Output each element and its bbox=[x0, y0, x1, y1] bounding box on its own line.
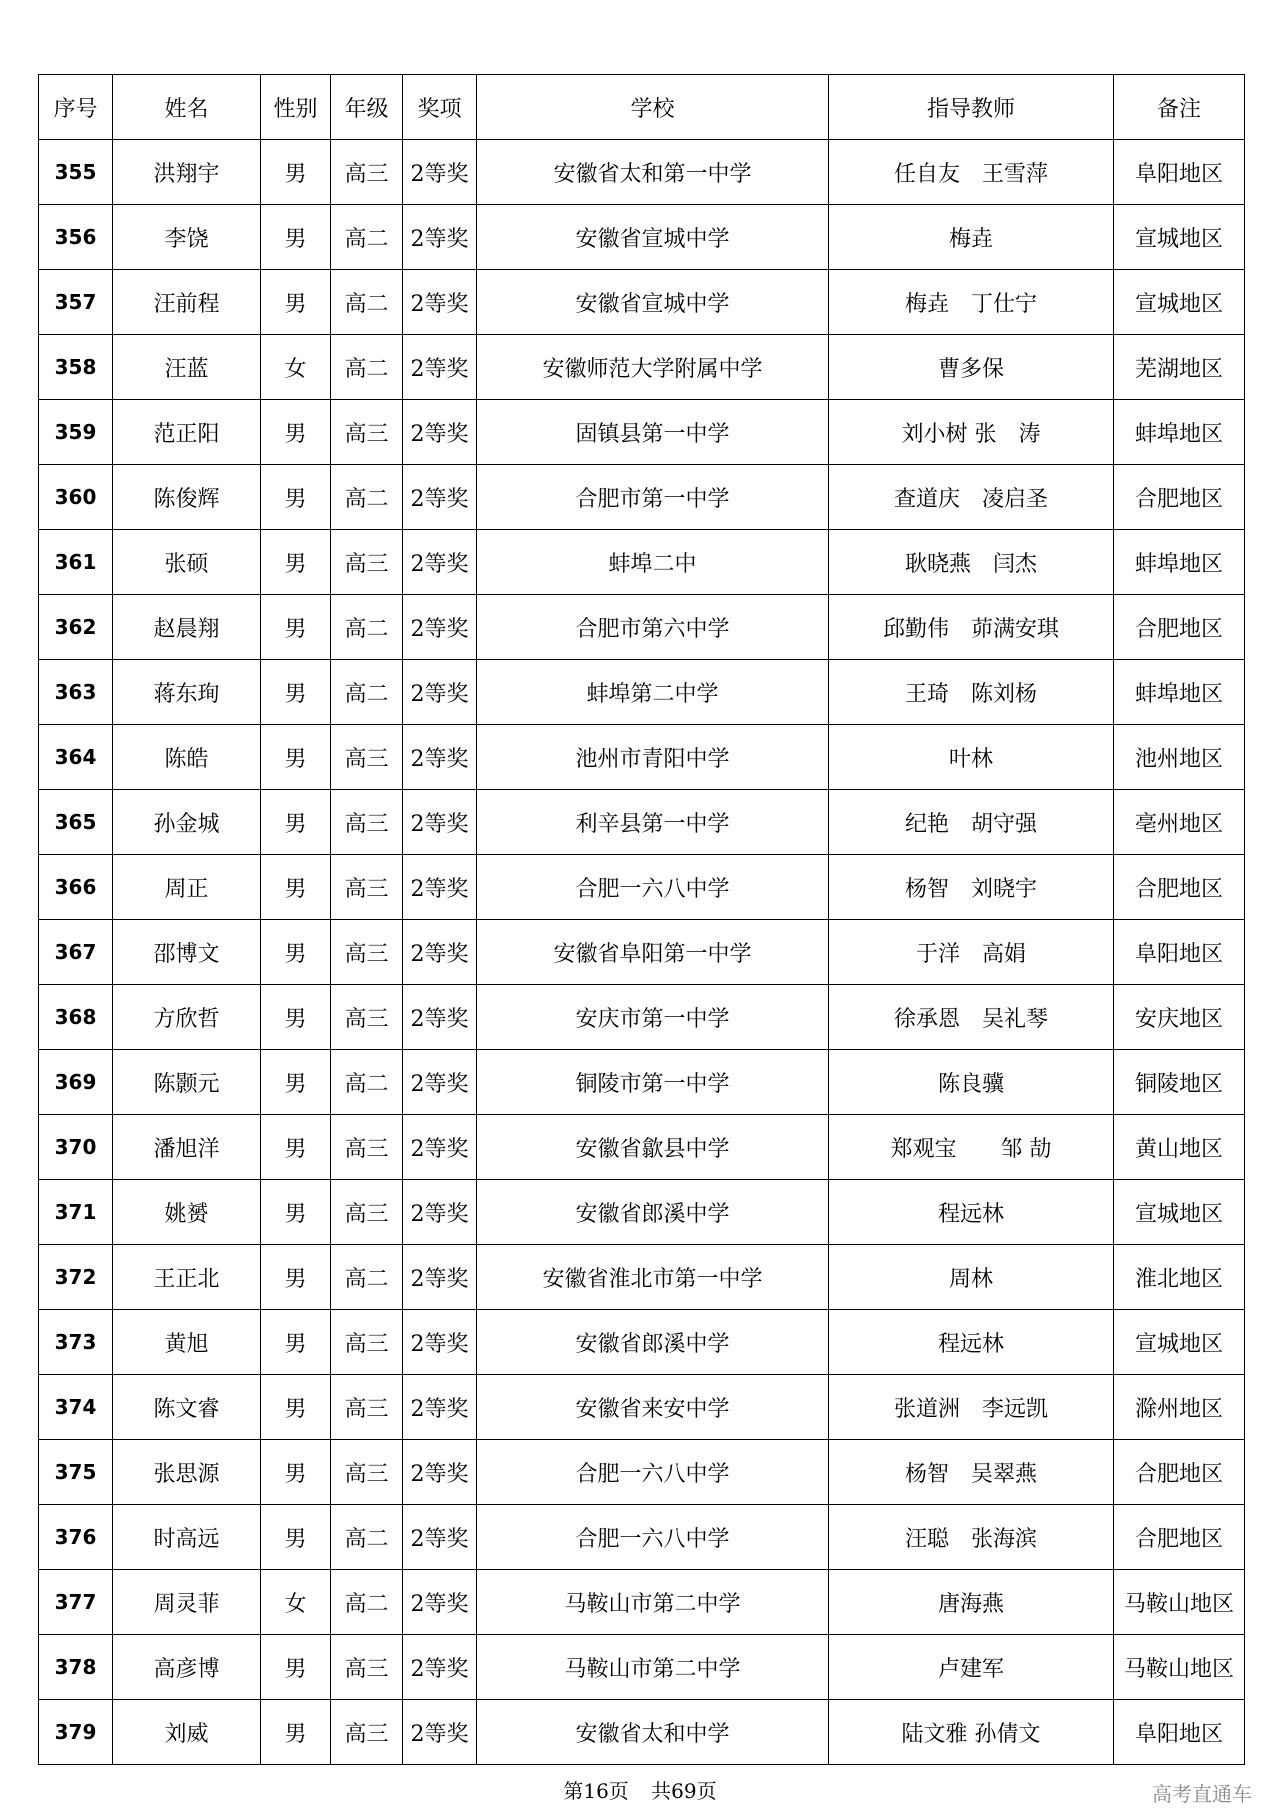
cell-award: 2等奖 bbox=[403, 1245, 477, 1310]
cell-teacher: 纪艳 胡守强 bbox=[829, 790, 1114, 855]
cell-serial: 355 bbox=[39, 140, 113, 205]
cell-gender: 男 bbox=[261, 595, 331, 660]
table-row bbox=[39, 1700, 1245, 1765]
cell-school: 固镇县第一中学 bbox=[477, 400, 829, 465]
cell-region: 合肥地区 bbox=[1114, 1440, 1245, 1505]
cell-gender: 男 bbox=[261, 1310, 331, 1375]
cell-name: 赵晨翔 bbox=[113, 595, 261, 660]
cell-region: 阜阳地区 bbox=[1114, 1700, 1245, 1765]
cell-school: 合肥市第六中学 bbox=[477, 595, 829, 660]
cell-name: 洪翔宇 bbox=[113, 140, 261, 205]
cell-school: 铜陵市第一中学 bbox=[477, 1050, 829, 1115]
cell-region: 蚌埠地区 bbox=[1114, 400, 1245, 465]
cell-award: 2等奖 bbox=[403, 1505, 477, 1570]
cell-award: 2等奖 bbox=[403, 1050, 477, 1115]
cell-teacher: 邱勤伟 茆满安琪 bbox=[829, 595, 1114, 660]
cell-name: 汪蓝 bbox=[113, 335, 261, 400]
cell-serial: 377 bbox=[39, 1570, 113, 1635]
cell-grade: 高二 bbox=[331, 205, 403, 270]
cell-name: 汪前程 bbox=[113, 270, 261, 335]
cell-teacher: 杨智 吴翠燕 bbox=[829, 1440, 1114, 1505]
cell-region: 亳州地区 bbox=[1114, 790, 1245, 855]
table-row bbox=[39, 465, 1245, 530]
cell-grade: 高三 bbox=[331, 400, 403, 465]
cell-region: 黄山地区 bbox=[1114, 1115, 1245, 1180]
cell-teacher: 于洋 高娟 bbox=[829, 920, 1114, 985]
cell-grade: 高三 bbox=[331, 1440, 403, 1505]
cell-region: 芜湖地区 bbox=[1114, 335, 1245, 400]
cell-grade: 高二 bbox=[331, 270, 403, 335]
cell-award: 2等奖 bbox=[403, 1440, 477, 1505]
cell-gender: 男 bbox=[261, 790, 331, 855]
cell-grade: 高二 bbox=[331, 660, 403, 725]
cell-grade: 高三 bbox=[331, 140, 403, 205]
cell-award: 2等奖 bbox=[403, 920, 477, 985]
cell-serial: 376 bbox=[39, 1505, 113, 1570]
cell-grade: 高三 bbox=[331, 1700, 403, 1765]
cell-teacher: 梅垚 丁仕宁 bbox=[829, 270, 1114, 335]
table-header-row bbox=[39, 75, 1245, 140]
cell-gender: 男 bbox=[261, 140, 331, 205]
cell-gender: 男 bbox=[261, 1375, 331, 1440]
page-total: 共69页 bbox=[651, 1779, 717, 1803]
cell-award: 2等奖 bbox=[403, 725, 477, 790]
cell-grade: 高三 bbox=[331, 1115, 403, 1180]
table-row bbox=[39, 1050, 1245, 1115]
cell-gender: 男 bbox=[261, 530, 331, 595]
cell-grade: 高三 bbox=[331, 1375, 403, 1440]
cell-region: 滁州地区 bbox=[1114, 1375, 1245, 1440]
cell-name: 黄旭 bbox=[113, 1310, 261, 1375]
table-row bbox=[39, 660, 1245, 725]
cell-name: 周灵菲 bbox=[113, 1570, 261, 1635]
cell-award: 2等奖 bbox=[403, 1700, 477, 1765]
cell-school: 合肥一六八中学 bbox=[477, 855, 829, 920]
cell-name: 蒋东珣 bbox=[113, 660, 261, 725]
cell-teacher: 程远林 bbox=[829, 1180, 1114, 1245]
cell-award: 2等奖 bbox=[403, 595, 477, 660]
cell-award: 2等奖 bbox=[403, 1310, 477, 1375]
cell-serial: 369 bbox=[39, 1050, 113, 1115]
cell-grade: 高二 bbox=[331, 1245, 403, 1310]
cell-award: 2等奖 bbox=[403, 1570, 477, 1635]
cell-region: 宣城地区 bbox=[1114, 205, 1245, 270]
cell-serial: 373 bbox=[39, 1310, 113, 1375]
cell-gender: 男 bbox=[261, 465, 331, 530]
cell-region: 合肥地区 bbox=[1114, 1505, 1245, 1570]
cell-gender: 男 bbox=[261, 270, 331, 335]
table-row bbox=[39, 920, 1245, 985]
cell-gender: 女 bbox=[261, 1570, 331, 1635]
cell-school: 安徽省阜阳第一中学 bbox=[477, 920, 829, 985]
cell-teacher: 王琦 陈刘杨 bbox=[829, 660, 1114, 725]
cell-teacher: 刘小树 张 涛 bbox=[829, 400, 1114, 465]
table-row bbox=[39, 270, 1245, 335]
cell-serial: 365 bbox=[39, 790, 113, 855]
table-row bbox=[39, 530, 1245, 595]
cell-school: 安徽省来安中学 bbox=[477, 1375, 829, 1440]
cell-teacher: 周林 bbox=[829, 1245, 1114, 1310]
cell-grade: 高三 bbox=[331, 920, 403, 985]
cell-teacher: 曹多保 bbox=[829, 335, 1114, 400]
cell-serial: 367 bbox=[39, 920, 113, 985]
cell-teacher: 陈良骥 bbox=[829, 1050, 1114, 1115]
cell-grade: 高二 bbox=[331, 1050, 403, 1115]
cell-award: 2等奖 bbox=[403, 855, 477, 920]
cell-region: 合肥地区 bbox=[1114, 465, 1245, 530]
cell-award: 2等奖 bbox=[403, 790, 477, 855]
cell-region: 马鞍山地区 bbox=[1114, 1635, 1245, 1700]
cell-gender: 男 bbox=[261, 1115, 331, 1180]
cell-award: 2等奖 bbox=[403, 1375, 477, 1440]
cell-teacher: 任自友 王雪萍 bbox=[829, 140, 1114, 205]
cell-teacher: 卢建军 bbox=[829, 1635, 1114, 1700]
cell-gender: 男 bbox=[261, 660, 331, 725]
table-row bbox=[39, 1570, 1245, 1635]
cell-gender: 男 bbox=[261, 1180, 331, 1245]
cell-school: 马鞍山市第二中学 bbox=[477, 1570, 829, 1635]
cell-name: 邵博文 bbox=[113, 920, 261, 985]
cell-region: 合肥地区 bbox=[1114, 595, 1245, 660]
cell-name: 高彦博 bbox=[113, 1635, 261, 1700]
cell-grade: 高三 bbox=[331, 1180, 403, 1245]
cell-serial: 362 bbox=[39, 595, 113, 660]
cell-award: 2等奖 bbox=[403, 400, 477, 465]
cell-award: 2等奖 bbox=[403, 530, 477, 595]
table-row bbox=[39, 205, 1245, 270]
cell-teacher: 杨智 刘晓宇 bbox=[829, 855, 1114, 920]
cell-region: 合肥地区 bbox=[1114, 855, 1245, 920]
cell-award: 2等奖 bbox=[403, 1635, 477, 1700]
cell-gender: 男 bbox=[261, 1700, 331, 1765]
cell-teacher: 陆文雅 孙倩文 bbox=[829, 1700, 1114, 1765]
cell-serial: 358 bbox=[39, 335, 113, 400]
cell-region: 安庆地区 bbox=[1114, 985, 1245, 1050]
cell-gender: 男 bbox=[261, 855, 331, 920]
cell-school: 安徽省郎溪中学 bbox=[477, 1180, 829, 1245]
cell-school: 蚌埠二中 bbox=[477, 530, 829, 595]
cell-region: 阜阳地区 bbox=[1114, 140, 1245, 205]
cell-region: 蚌埠地区 bbox=[1114, 530, 1245, 595]
cell-name: 时高远 bbox=[113, 1505, 261, 1570]
column-header: 序号 bbox=[39, 75, 113, 140]
awards-table bbox=[38, 74, 1245, 1765]
cell-grade: 高三 bbox=[331, 1310, 403, 1375]
cell-grade: 高二 bbox=[331, 595, 403, 660]
cell-school: 马鞍山市第二中学 bbox=[477, 1635, 829, 1700]
cell-name: 姚赟 bbox=[113, 1180, 261, 1245]
cell-grade: 高三 bbox=[331, 985, 403, 1050]
cell-name: 陈俊辉 bbox=[113, 465, 261, 530]
cell-name: 李饶 bbox=[113, 205, 261, 270]
column-header: 学校 bbox=[477, 75, 829, 140]
table-body bbox=[39, 140, 1245, 1765]
cell-grade: 高三 bbox=[331, 725, 403, 790]
cell-serial: 366 bbox=[39, 855, 113, 920]
cell-region: 铜陵地区 bbox=[1114, 1050, 1245, 1115]
cell-school: 合肥市第一中学 bbox=[477, 465, 829, 530]
cell-award: 2等奖 bbox=[403, 465, 477, 530]
cell-name: 刘威 bbox=[113, 1700, 261, 1765]
cell-serial: 370 bbox=[39, 1115, 113, 1180]
cell-serial: 368 bbox=[39, 985, 113, 1050]
cell-name: 方欣哲 bbox=[113, 985, 261, 1050]
column-header: 性别 bbox=[261, 75, 331, 140]
cell-school: 安徽省宣城中学 bbox=[477, 205, 829, 270]
cell-award: 2等奖 bbox=[403, 205, 477, 270]
cell-teacher: 耿晓燕 闫杰 bbox=[829, 530, 1114, 595]
watermark-text: 高考直通车 bbox=[1152, 1782, 1252, 1806]
cell-school: 安徽师范大学附属中学 bbox=[477, 335, 829, 400]
page-number: 第16页 bbox=[563, 1779, 629, 1803]
cell-school: 安庆市第一中学 bbox=[477, 985, 829, 1050]
cell-name: 潘旭洋 bbox=[113, 1115, 261, 1180]
cell-grade: 高二 bbox=[331, 1505, 403, 1570]
column-header: 姓名 bbox=[113, 75, 261, 140]
table-row bbox=[39, 1310, 1245, 1375]
cell-grade: 高三 bbox=[331, 1635, 403, 1700]
cell-award: 2等奖 bbox=[403, 140, 477, 205]
cell-name: 范正阳 bbox=[113, 400, 261, 465]
cell-grade: 高二 bbox=[331, 465, 403, 530]
table-row bbox=[39, 1635, 1245, 1700]
cell-award: 2等奖 bbox=[403, 985, 477, 1050]
cell-grade: 高三 bbox=[331, 530, 403, 595]
table-row bbox=[39, 595, 1245, 660]
cell-gender: 女 bbox=[261, 335, 331, 400]
cell-teacher: 徐承恩 吴礼琴 bbox=[829, 985, 1114, 1050]
cell-school: 合肥一六八中学 bbox=[477, 1505, 829, 1570]
cell-school: 安徽省歙县中学 bbox=[477, 1115, 829, 1180]
cell-school: 安徽省淮北市第一中学 bbox=[477, 1245, 829, 1310]
cell-region: 蚌埠地区 bbox=[1114, 660, 1245, 725]
page-footer bbox=[0, 1775, 1280, 1804]
cell-region: 宣城地区 bbox=[1114, 1310, 1245, 1375]
cell-name: 陈颢元 bbox=[113, 1050, 261, 1115]
cell-gender: 男 bbox=[261, 1245, 331, 1310]
cell-award: 2等奖 bbox=[403, 660, 477, 725]
column-header: 年级 bbox=[331, 75, 403, 140]
cell-school: 合肥一六八中学 bbox=[477, 1440, 829, 1505]
cell-teacher: 郑观宝 邹 劼 bbox=[829, 1115, 1114, 1180]
cell-region: 马鞍山地区 bbox=[1114, 1570, 1245, 1635]
cell-teacher: 唐海燕 bbox=[829, 1570, 1114, 1635]
table-row bbox=[39, 855, 1245, 920]
cell-name: 周正 bbox=[113, 855, 261, 920]
cell-gender: 男 bbox=[261, 1050, 331, 1115]
cell-region: 淮北地区 bbox=[1114, 1245, 1245, 1310]
cell-school: 利辛县第一中学 bbox=[477, 790, 829, 855]
cell-serial: 371 bbox=[39, 1180, 113, 1245]
table-row bbox=[39, 1505, 1245, 1570]
cell-region: 池州地区 bbox=[1114, 725, 1245, 790]
cell-school: 池州市青阳中学 bbox=[477, 725, 829, 790]
cell-school: 安徽省郎溪中学 bbox=[477, 1310, 829, 1375]
table-row bbox=[39, 1180, 1245, 1245]
cell-gender: 男 bbox=[261, 400, 331, 465]
cell-award: 2等奖 bbox=[403, 1180, 477, 1245]
cell-grade: 高三 bbox=[331, 790, 403, 855]
cell-school: 安徽省太和中学 bbox=[477, 1700, 829, 1765]
table-row bbox=[39, 400, 1245, 465]
cell-teacher: 梅垚 bbox=[829, 205, 1114, 270]
cell-name: 张硕 bbox=[113, 530, 261, 595]
cell-serial: 360 bbox=[39, 465, 113, 530]
cell-serial: 364 bbox=[39, 725, 113, 790]
table-row bbox=[39, 790, 1245, 855]
cell-name: 王正北 bbox=[113, 1245, 261, 1310]
column-header: 奖项 bbox=[403, 75, 477, 140]
cell-name: 陈文睿 bbox=[113, 1375, 261, 1440]
cell-region: 阜阳地区 bbox=[1114, 920, 1245, 985]
cell-gender: 男 bbox=[261, 725, 331, 790]
cell-serial: 372 bbox=[39, 1245, 113, 1310]
cell-gender: 男 bbox=[261, 205, 331, 270]
cell-teacher: 张道洲 李远凯 bbox=[829, 1375, 1114, 1440]
cell-award: 2等奖 bbox=[403, 270, 477, 335]
cell-serial: 357 bbox=[39, 270, 113, 335]
column-header: 备注 bbox=[1114, 75, 1245, 140]
cell-teacher: 查道庆 凌启圣 bbox=[829, 465, 1114, 530]
cell-teacher: 叶林 bbox=[829, 725, 1114, 790]
column-header: 指导教师 bbox=[829, 75, 1114, 140]
cell-school: 蚌埠第二中学 bbox=[477, 660, 829, 725]
table-row bbox=[39, 1440, 1245, 1505]
cell-grade: 高二 bbox=[331, 1570, 403, 1635]
cell-region: 宣城地区 bbox=[1114, 1180, 1245, 1245]
cell-grade: 高二 bbox=[331, 335, 403, 400]
cell-award: 2等奖 bbox=[403, 335, 477, 400]
table-row bbox=[39, 1245, 1245, 1310]
cell-serial: 378 bbox=[39, 1635, 113, 1700]
cell-region: 宣城地区 bbox=[1114, 270, 1245, 335]
table-row bbox=[39, 140, 1245, 205]
cell-serial: 374 bbox=[39, 1375, 113, 1440]
cell-award: 2等奖 bbox=[403, 1115, 477, 1180]
cell-serial: 356 bbox=[39, 205, 113, 270]
table-row bbox=[39, 725, 1245, 790]
table-row bbox=[39, 1375, 1245, 1440]
cell-gender: 男 bbox=[261, 920, 331, 985]
cell-school: 安徽省太和第一中学 bbox=[477, 140, 829, 205]
cell-name: 孙金城 bbox=[113, 790, 261, 855]
cell-gender: 男 bbox=[261, 1440, 331, 1505]
cell-gender: 男 bbox=[261, 985, 331, 1050]
cell-serial: 379 bbox=[39, 1700, 113, 1765]
cell-name: 张思源 bbox=[113, 1440, 261, 1505]
table-row bbox=[39, 985, 1245, 1050]
cell-gender: 男 bbox=[261, 1505, 331, 1570]
cell-serial: 363 bbox=[39, 660, 113, 725]
cell-serial: 359 bbox=[39, 400, 113, 465]
cell-serial: 375 bbox=[39, 1440, 113, 1505]
cell-teacher: 程远林 bbox=[829, 1310, 1114, 1375]
cell-name: 陈皓 bbox=[113, 725, 261, 790]
cell-teacher: 汪聪 张海滨 bbox=[829, 1505, 1114, 1570]
cell-school: 安徽省宣城中学 bbox=[477, 270, 829, 335]
table-row bbox=[39, 335, 1245, 400]
cell-gender: 男 bbox=[261, 1635, 331, 1700]
cell-grade: 高三 bbox=[331, 855, 403, 920]
table-row bbox=[39, 1115, 1245, 1180]
cell-serial: 361 bbox=[39, 530, 113, 595]
